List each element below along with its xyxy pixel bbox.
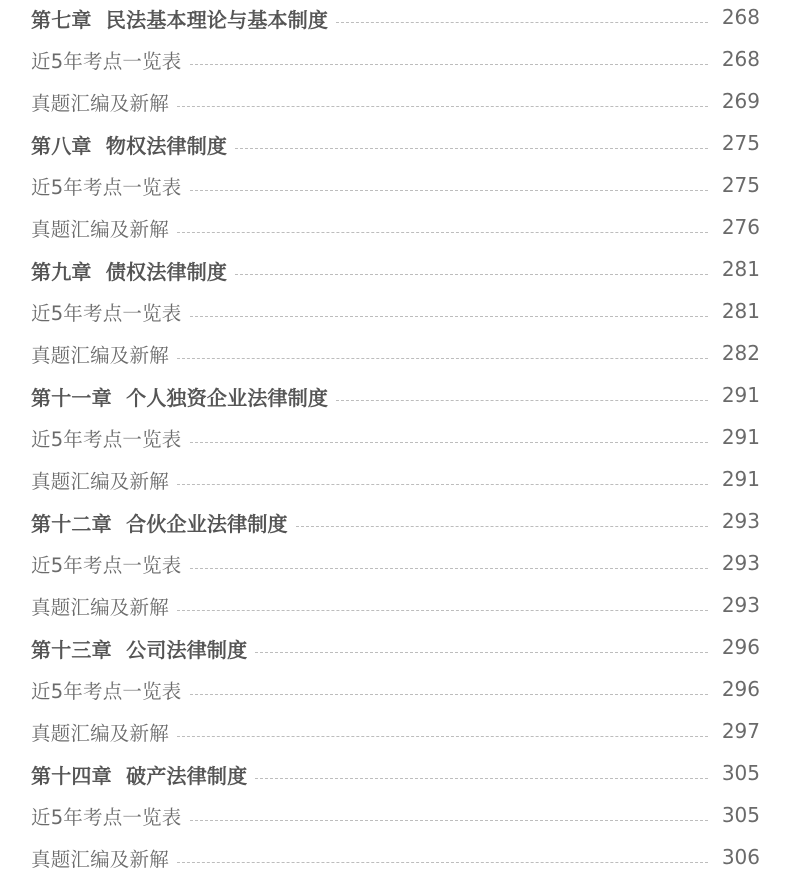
dotted-leader (177, 484, 708, 485)
toc-entry-title: 第十三章 公司法律制度 (31, 638, 248, 662)
toc-page-number: 268 (721, 5, 760, 29)
toc-section-entry[interactable] (31, 462, 760, 502)
toc-section-entry[interactable] (31, 588, 760, 628)
toc-page-number: 291 (721, 467, 760, 491)
toc-entry-title: 真题汇编及新解 (31, 344, 169, 368)
toc-entry-title: 近5年考点一览表 (31, 554, 182, 578)
toc-entry-title: 近5年考点一览表 (31, 806, 182, 830)
toc-page-number: 281 (721, 257, 760, 281)
dotted-leader (190, 442, 708, 443)
dotted-leader (336, 22, 708, 23)
toc-entry-title: 真题汇编及新解 (31, 848, 169, 872)
toc-entry-title: 第九章 债权法律制度 (31, 260, 228, 284)
toc-entry-title: 近5年考点一览表 (31, 428, 182, 452)
toc-page-number: 269 (721, 89, 760, 113)
toc-page-number: 306 (721, 845, 760, 869)
dotted-leader (190, 694, 708, 695)
toc-page-number: 275 (721, 173, 760, 197)
dotted-leader (255, 778, 708, 779)
dotted-leader (255, 652, 708, 653)
toc-section-entry[interactable] (31, 420, 760, 460)
toc-section-entry[interactable] (31, 210, 760, 250)
toc-page-number: 293 (721, 509, 760, 533)
toc-section-entry[interactable] (31, 714, 760, 754)
toc-chapter-entry[interactable] (31, 0, 760, 40)
dotted-leader (235, 274, 708, 275)
dotted-leader (190, 190, 708, 191)
dotted-leader (235, 148, 708, 149)
dotted-leader (177, 358, 708, 359)
dotted-leader (177, 862, 708, 863)
toc-page-number: 291 (721, 425, 760, 449)
toc-page-number: 293 (721, 551, 760, 575)
toc-entry-title: 近5年考点一览表 (31, 50, 182, 74)
toc-entry-title: 真题汇编及新解 (31, 596, 169, 620)
dotted-leader (296, 526, 708, 527)
toc-page-number: 291 (721, 383, 760, 407)
toc-page-number: 297 (721, 719, 760, 743)
dotted-leader (190, 820, 708, 821)
toc-chapter-entry[interactable] (31, 378, 760, 418)
toc-page-number: 293 (721, 593, 760, 617)
toc-section-entry[interactable] (31, 294, 760, 334)
toc-chapter-entry[interactable] (31, 504, 760, 544)
toc-section-entry[interactable] (31, 168, 760, 208)
dotted-leader (336, 400, 708, 401)
toc-section-entry[interactable] (31, 798, 760, 838)
toc-entry-title: 近5年考点一览表 (31, 176, 182, 200)
toc-section-entry[interactable] (31, 546, 760, 586)
toc-page-number: 296 (721, 635, 760, 659)
dotted-leader (177, 232, 708, 233)
toc-page-number: 296 (721, 677, 760, 701)
toc-chapter-entry[interactable] (31, 252, 760, 292)
toc-entry-title: 第十二章 合伙企业法律制度 (31, 512, 288, 536)
toc-entry-title: 第十一章 个人独资企业法律制度 (31, 386, 329, 410)
toc-chapter-entry[interactable] (31, 756, 760, 796)
toc-entry-title: 近5年考点一览表 (31, 680, 182, 704)
toc-entry-title: 第八章 物权法律制度 (31, 134, 228, 158)
toc-entry-title: 第七章 民法基本理论与基本制度 (31, 8, 329, 32)
toc-section-entry[interactable] (31, 42, 760, 82)
toc-entry-title: 真题汇编及新解 (31, 92, 169, 116)
toc-entry-title: 真题汇编及新解 (31, 218, 169, 242)
toc-section-entry[interactable] (31, 840, 760, 880)
toc-section-entry[interactable] (31, 336, 760, 376)
dotted-leader (190, 568, 708, 569)
toc-section-entry[interactable] (31, 672, 760, 712)
toc-page-number: 281 (721, 299, 760, 323)
toc-entry-title: 真题汇编及新解 (31, 722, 169, 746)
toc-page-number: 282 (721, 341, 760, 365)
toc-entry-title: 真题汇编及新解 (31, 470, 169, 494)
toc-page-number: 268 (721, 47, 760, 71)
toc-page-number: 305 (721, 803, 760, 827)
dotted-leader (177, 106, 708, 107)
toc-chapter-entry[interactable] (31, 630, 760, 670)
toc-page-number: 305 (721, 761, 760, 785)
toc-section-entry[interactable] (31, 84, 760, 124)
toc-page-number: 276 (721, 215, 760, 239)
toc-entry-title: 近5年考点一览表 (31, 302, 182, 326)
dotted-leader (190, 316, 708, 317)
toc-page-number: 275 (721, 131, 760, 155)
toc-chapter-entry[interactable] (31, 126, 760, 166)
dotted-leader (177, 610, 708, 611)
toc-entry-title: 第十四章 破产法律制度 (31, 764, 248, 788)
dotted-leader (177, 736, 708, 737)
dotted-leader (190, 64, 708, 65)
